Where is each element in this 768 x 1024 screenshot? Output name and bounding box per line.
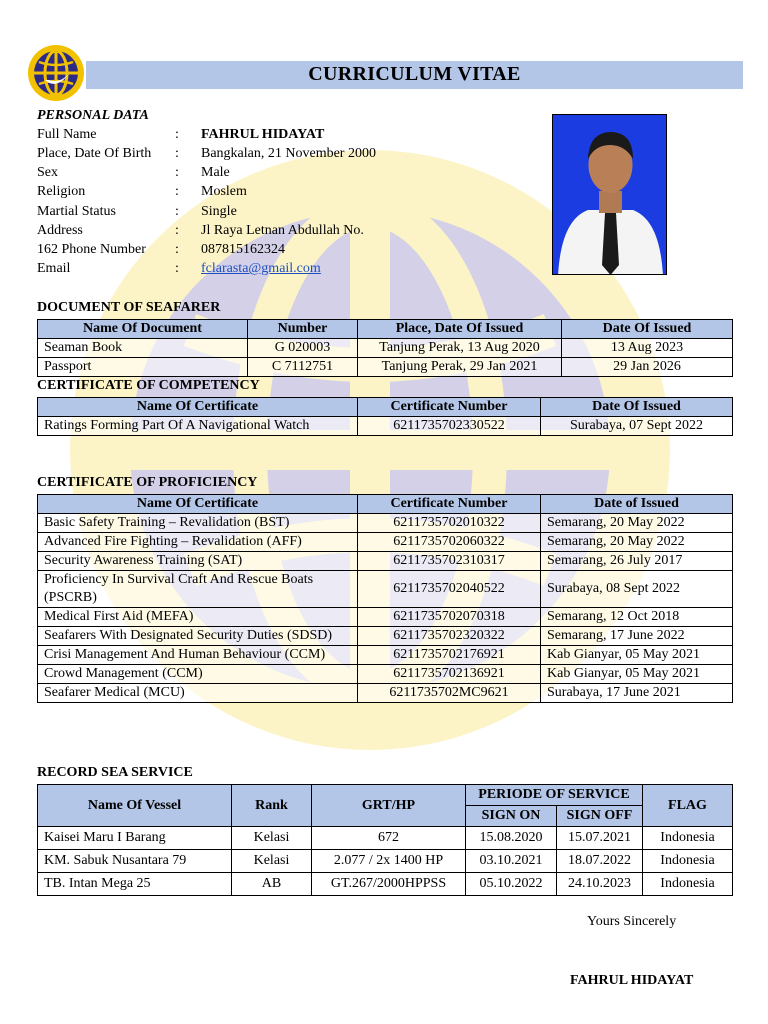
cell: 29 Jan 2026 bbox=[562, 358, 733, 377]
cell: Surabaya, 08 Sept 2022 bbox=[541, 571, 733, 608]
sea-service-section-title: RECORD SEA SERVICE bbox=[37, 765, 193, 780]
field-value: Male bbox=[201, 165, 230, 180]
field-value: 087815162324 bbox=[201, 242, 285, 257]
document-table bbox=[37, 319, 733, 377]
cell: 03.10.2021 bbox=[466, 850, 557, 873]
field-label: Place, Date Of Birth bbox=[37, 146, 152, 161]
cell: Medical First Aid (MEFA) bbox=[38, 608, 358, 627]
field-label: Martial Status bbox=[37, 204, 116, 219]
cell: 6211735702320322 bbox=[358, 627, 541, 646]
column-header: Place, Date Of Issued bbox=[358, 320, 562, 339]
column-header: Date Of Issued bbox=[562, 320, 733, 339]
table-row bbox=[38, 339, 733, 358]
field-value: Jl Raya Letnan Abdullah No. bbox=[201, 223, 364, 238]
cell: Semarang, 12 Oct 2018 bbox=[541, 608, 733, 627]
field-value: Bangkalan, 21 November 2000 bbox=[201, 146, 376, 161]
colon: : bbox=[175, 127, 179, 142]
table-row bbox=[38, 417, 733, 436]
cell: C 7112751 bbox=[248, 358, 358, 377]
cell: Tanjung Perak, 13 Aug 2020 bbox=[358, 339, 562, 358]
column-header: SIGN OFF bbox=[557, 806, 643, 827]
column-header: PERIODE OF SERVICE bbox=[466, 785, 643, 806]
field-label: Address bbox=[37, 223, 83, 238]
cell: 6211735702310317 bbox=[358, 552, 541, 571]
cell: Semarang, 17 June 2022 bbox=[541, 627, 733, 646]
table-row bbox=[38, 850, 733, 873]
cell: Indonesia bbox=[643, 873, 733, 896]
column-header: Date Of Issued bbox=[541, 398, 733, 417]
cell: KM. Sabuk Nusantara 79 bbox=[38, 850, 232, 873]
colon: : bbox=[175, 204, 179, 219]
cell: Kelasi bbox=[232, 850, 312, 873]
cell: 6211735702070318 bbox=[358, 608, 541, 627]
table-row bbox=[38, 514, 733, 533]
table-row bbox=[38, 358, 733, 377]
cell: Advanced Fire Fighting – Revalidation (AFF) bbox=[38, 533, 358, 552]
cell: Surabaya, 17 June 2021 bbox=[541, 684, 733, 703]
cell: Passport bbox=[38, 358, 248, 377]
table-header-row bbox=[38, 785, 733, 806]
table-row bbox=[38, 646, 733, 665]
field-label: Religion bbox=[37, 184, 86, 199]
field-label: Email bbox=[37, 261, 71, 276]
signature-name: FAHRUL HIDAYAT bbox=[570, 973, 694, 988]
cell: Crisi Management And Human Behaviour (CCM) bbox=[38, 646, 358, 665]
table-header-row bbox=[38, 398, 733, 417]
cell: Tanjung Perak, 29 Jan 2021 bbox=[358, 358, 562, 377]
column-header: Name Of Certificate bbox=[38, 398, 358, 417]
title-bar bbox=[86, 61, 743, 89]
colon: : bbox=[175, 223, 179, 238]
table-header-row bbox=[38, 320, 733, 339]
cell: Kaisei Maru I Barang bbox=[38, 827, 232, 850]
table-row bbox=[38, 571, 733, 608]
field-label: Full Name bbox=[37, 127, 97, 142]
cell: Security Awareness Training (SAT) bbox=[38, 552, 358, 571]
column-header: Certificate Number bbox=[358, 495, 541, 514]
cell: Basic Safety Training – Revalidation (BST) bbox=[38, 514, 358, 533]
competency-section-title: CERTIFICATE OF COMPETENCY bbox=[37, 378, 260, 393]
cell: 15.08.2020 bbox=[466, 827, 557, 850]
personal-data-title: PERSONAL DATA bbox=[37, 108, 149, 123]
email-link[interactable]: fclarasta@gmail.com bbox=[201, 261, 321, 276]
table-row bbox=[38, 552, 733, 571]
cell: GT.267/2000HPPSS bbox=[312, 873, 466, 896]
field-label: Sex bbox=[37, 165, 58, 180]
column-header: GRT/HP bbox=[312, 785, 466, 827]
person-silhouette-icon bbox=[553, 115, 667, 275]
column-header: Number bbox=[248, 320, 358, 339]
cell: 6211735702060322 bbox=[358, 533, 541, 552]
cell: Kab Gianyar, 05 May 2021 bbox=[541, 646, 733, 665]
cell: Indonesia bbox=[643, 827, 733, 850]
table-row bbox=[38, 684, 733, 703]
column-header: Name Of Certificate bbox=[38, 495, 358, 514]
table-row bbox=[38, 533, 733, 552]
colon: : bbox=[175, 165, 179, 180]
column-header: Name Of Document bbox=[38, 320, 248, 339]
column-header: Date of Issued bbox=[541, 495, 733, 514]
cell: 6211735702176921 bbox=[358, 646, 541, 665]
cell: 15.07.2021 bbox=[557, 827, 643, 850]
table-row bbox=[38, 873, 733, 896]
cell: AB bbox=[232, 873, 312, 896]
cell: 2.077 / 2x 1400 HP bbox=[312, 850, 466, 873]
sea-service-table bbox=[37, 784, 733, 896]
cell: 6211735702MC9621 bbox=[358, 684, 541, 703]
cell: Surabaya, 07 Sept 2022 bbox=[541, 417, 733, 436]
page-title: CURRICULUM VITAE bbox=[308, 63, 521, 85]
closing-salutation: Yours Sincerely bbox=[587, 914, 677, 929]
proficiency-table bbox=[37, 494, 733, 703]
cell: Proficiency In Survival Craft And Rescue Boats (PSCRB) bbox=[38, 571, 358, 608]
cell: 05.10.2022 bbox=[466, 873, 557, 896]
cell: Seafarers With Designated Security Duties (SDSD) bbox=[38, 627, 358, 646]
cell: TB. Intan Mega 25 bbox=[38, 873, 232, 896]
table-row bbox=[38, 608, 733, 627]
colon: : bbox=[175, 184, 179, 199]
colon: : bbox=[175, 242, 179, 257]
cell: 6211735702136921 bbox=[358, 665, 541, 684]
profile-photo bbox=[552, 114, 667, 275]
cell: Semarang, 20 May 2022 bbox=[541, 533, 733, 552]
column-header: SIGN ON bbox=[466, 806, 557, 827]
cell: Semarang, 20 May 2022 bbox=[541, 514, 733, 533]
table-header-row bbox=[38, 495, 733, 514]
field-value: Single bbox=[201, 204, 237, 219]
cell: 6211735702040522 bbox=[358, 571, 541, 608]
column-header: Certificate Number bbox=[358, 398, 541, 417]
colon: : bbox=[175, 146, 179, 161]
cell: 18.07.2022 bbox=[557, 850, 643, 873]
competency-table bbox=[37, 397, 733, 436]
cell: Indonesia bbox=[643, 850, 733, 873]
cell: Crowd Management (CCM) bbox=[38, 665, 358, 684]
logo-emblem bbox=[27, 44, 85, 102]
table-row bbox=[38, 627, 733, 646]
cell: Seaman Book bbox=[38, 339, 248, 358]
field-value: FAHRUL HIDAYAT bbox=[201, 127, 325, 142]
column-header: FLAG bbox=[643, 785, 733, 827]
field-label: 162 Phone Number bbox=[37, 242, 146, 257]
colon: : bbox=[175, 261, 179, 276]
cell: Kab Gianyar, 05 May 2021 bbox=[541, 665, 733, 684]
column-header: Rank bbox=[232, 785, 312, 827]
table-row bbox=[38, 665, 733, 684]
table-row bbox=[38, 827, 733, 850]
cell: Ratings Forming Part Of A Navigational Watch bbox=[38, 417, 358, 436]
field-value: Moslem bbox=[201, 184, 247, 199]
document-section-title: DOCUMENT OF SEAFARER bbox=[37, 300, 221, 315]
column-header: Name Of Vessel bbox=[38, 785, 232, 827]
cell: Kelasi bbox=[232, 827, 312, 850]
proficiency-section-title: CERTIFICATE OF PROFICIENCY bbox=[37, 475, 258, 490]
cell: 6211735702330522 bbox=[358, 417, 541, 436]
cell: G 020003 bbox=[248, 339, 358, 358]
cell: 24.10.2023 bbox=[557, 873, 643, 896]
cell: Semarang, 26 July 2017 bbox=[541, 552, 733, 571]
cell: 13 Aug 2023 bbox=[562, 339, 733, 358]
cell: Seafarer Medical (MCU) bbox=[38, 684, 358, 703]
cell: 672 bbox=[312, 827, 466, 850]
cell: 6211735702010322 bbox=[358, 514, 541, 533]
